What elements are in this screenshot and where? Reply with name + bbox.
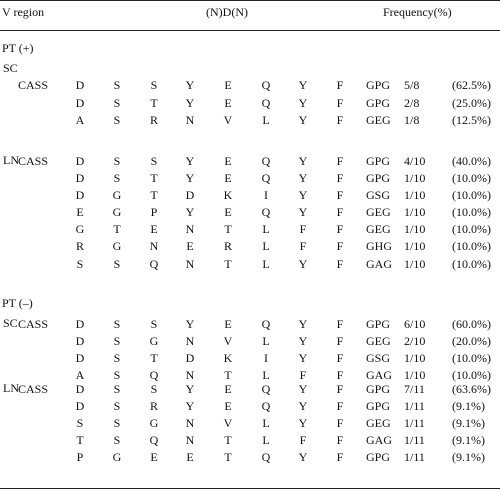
amino-acid-cell: G bbox=[149, 334, 159, 348]
amino-acid-cell: G bbox=[112, 188, 122, 202]
header-rule bbox=[0, 30, 500, 31]
percent-cell: (10.0%) bbox=[452, 188, 491, 202]
percent-cell: (9.1%) bbox=[452, 450, 485, 464]
amino-acid-cell: N bbox=[185, 257, 195, 271]
region-label-text: LN bbox=[3, 153, 19, 167]
amino-acid-cell: F bbox=[336, 113, 344, 127]
amino-acid-cell: L bbox=[262, 222, 270, 236]
percent-cell: (60.0%) bbox=[452, 317, 491, 331]
percent-cell: (10.0%) bbox=[452, 351, 491, 365]
amino-acid-cell: N bbox=[185, 368, 195, 382]
count-cell: 2/10 bbox=[404, 334, 426, 348]
amino-acid-cell: R bbox=[223, 239, 232, 253]
table-row bbox=[0, 221, 500, 238]
j-motif-cell: GPG bbox=[366, 171, 391, 185]
amino-acid-cell: F bbox=[336, 188, 344, 202]
v-gene-cell: CASS bbox=[18, 382, 49, 396]
percent-cell: (63.6%) bbox=[452, 382, 491, 396]
amino-acid-cell: F bbox=[299, 239, 307, 253]
count-cell: 1/10 bbox=[404, 188, 426, 202]
amino-acid-cell: D bbox=[75, 154, 85, 168]
table-row bbox=[0, 95, 500, 112]
amino-acid-cell: F bbox=[336, 239, 344, 253]
amino-acid-cell: Y bbox=[298, 351, 308, 365]
percent-cell: (9.1%) bbox=[452, 433, 485, 447]
table-row bbox=[0, 153, 500, 170]
j-motif-cell: GPG bbox=[366, 78, 391, 92]
v-gene-cell: CASS bbox=[18, 317, 49, 331]
v-gene-cell: CASS bbox=[18, 154, 49, 168]
percent-cell: (40.0%) bbox=[452, 154, 491, 168]
amino-acid-cell: Y bbox=[298, 113, 308, 127]
amino-acid-cell: G bbox=[112, 239, 122, 253]
amino-acid-cell: Q bbox=[261, 171, 271, 185]
amino-acid-cell: V bbox=[223, 113, 233, 127]
count-cell: 1/11 bbox=[404, 433, 425, 447]
amino-acid-cell: D bbox=[75, 96, 85, 110]
amino-acid-cell: L bbox=[262, 334, 270, 348]
amino-acid-cell: T bbox=[224, 368, 232, 382]
table-row bbox=[0, 77, 500, 94]
amino-acid-cell: S bbox=[113, 416, 121, 430]
amino-acid-cell: R bbox=[75, 239, 84, 253]
amino-acid-cell: L bbox=[262, 416, 270, 430]
percent-cell: (9.1%) bbox=[452, 399, 485, 413]
amino-acid-cell: F bbox=[336, 222, 344, 236]
amino-acid-cell: S bbox=[113, 154, 121, 168]
count-cell: 1/8 bbox=[404, 113, 420, 127]
amino-acid-cell: Y bbox=[185, 96, 195, 110]
j-motif-cell: GPG bbox=[366, 382, 391, 396]
amino-acid-cell: N bbox=[185, 334, 195, 348]
amino-acid-cell: N bbox=[149, 239, 159, 253]
table-row bbox=[0, 112, 500, 129]
amino-acid-cell: R bbox=[149, 113, 158, 127]
percent-cell: (10.0%) bbox=[452, 368, 491, 382]
percent-cell: (20.0%) bbox=[452, 334, 491, 348]
table-row bbox=[0, 238, 500, 255]
amino-acid-cell: S bbox=[113, 257, 121, 271]
amino-acid-cell: T bbox=[150, 188, 158, 202]
amino-acid-cell: Y bbox=[298, 78, 308, 92]
table-row bbox=[0, 316, 500, 333]
amino-acid-cell: K bbox=[223, 351, 233, 365]
percent-cell: (25.0%) bbox=[452, 96, 491, 110]
amino-acid-cell: S bbox=[113, 113, 121, 127]
amino-acid-cell: Q bbox=[261, 399, 271, 413]
amino-acid-cell: L bbox=[262, 239, 270, 253]
j-motif-cell: GPG bbox=[366, 317, 391, 331]
amino-acid-cell: A bbox=[75, 368, 85, 382]
count-cell: 1/10 bbox=[404, 239, 426, 253]
count-cell: 6/10 bbox=[404, 317, 426, 331]
count-cell: 4/10 bbox=[404, 154, 426, 168]
amino-acid-cell: S bbox=[150, 78, 158, 92]
amino-acid-cell: P bbox=[150, 205, 158, 219]
j-motif-cell: GEG bbox=[366, 222, 391, 236]
j-motif-cell: GAG bbox=[366, 368, 392, 382]
amino-acid-cell: N bbox=[185, 433, 195, 447]
amino-acid-cell: L bbox=[262, 433, 270, 447]
amino-acid-cell: Y bbox=[298, 96, 308, 110]
count-cell: 1/11 bbox=[404, 416, 425, 430]
amino-acid-cell: Y bbox=[298, 154, 308, 168]
amino-acid-cell: T bbox=[224, 257, 232, 271]
amino-acid-cell: F bbox=[336, 334, 344, 348]
group-label bbox=[0, 40, 500, 57]
group-label-text: PT (–) bbox=[2, 296, 33, 310]
count-cell: 1/10 bbox=[404, 171, 426, 185]
j-motif-cell: GPG bbox=[366, 399, 391, 413]
amino-acid-cell: Y bbox=[185, 154, 195, 168]
amino-acid-cell: S bbox=[150, 317, 158, 331]
amino-acid-cell: T bbox=[113, 222, 121, 236]
amino-acid-cell: T bbox=[224, 222, 232, 236]
amino-acid-cell: E bbox=[224, 399, 232, 413]
amino-acid-cell: F bbox=[336, 96, 344, 110]
count-cell: 2/8 bbox=[404, 96, 420, 110]
amino-acid-cell: S bbox=[76, 416, 84, 430]
amino-acid-cell: E bbox=[224, 96, 232, 110]
j-motif-cell: GEG bbox=[366, 416, 391, 430]
amino-acid-cell: Y bbox=[185, 205, 195, 219]
amino-acid-cell: D bbox=[75, 78, 85, 92]
count-cell: 7/11 bbox=[404, 382, 425, 396]
percent-cell: (9.1%) bbox=[452, 416, 485, 430]
amino-acid-cell: Y bbox=[298, 171, 308, 185]
amino-acid-cell: F bbox=[336, 416, 344, 430]
amino-acid-cell: Y bbox=[298, 399, 308, 413]
amino-acid-cell: D bbox=[185, 188, 195, 202]
amino-acid-cell: D bbox=[75, 188, 85, 202]
amino-acid-cell: S bbox=[113, 399, 121, 413]
j-motif-cell: GEG bbox=[366, 334, 391, 348]
j-motif-cell: GSG bbox=[366, 351, 391, 365]
table-row bbox=[0, 170, 500, 187]
amino-acid-cell: L bbox=[262, 113, 270, 127]
amino-acid-cell: Y bbox=[298, 450, 308, 464]
j-motif-cell: GAG bbox=[366, 257, 392, 271]
count-cell: 1/10 bbox=[404, 257, 426, 271]
j-motif-cell: GPG bbox=[366, 154, 391, 168]
amino-acid-cell: E bbox=[150, 450, 158, 464]
j-motif-cell: GPG bbox=[366, 96, 391, 110]
amino-acid-cell: N bbox=[185, 222, 195, 236]
amino-acid-cell: K bbox=[223, 188, 233, 202]
amino-acid-cell: F bbox=[336, 154, 344, 168]
amino-acid-cell: Q bbox=[261, 450, 271, 464]
amino-acid-cell: A bbox=[75, 113, 85, 127]
amino-acid-cell: L bbox=[262, 257, 270, 271]
amino-acid-cell: Q bbox=[261, 154, 271, 168]
amino-acid-cell: Y bbox=[298, 205, 308, 219]
amino-acid-cell: F bbox=[336, 368, 344, 382]
group-label bbox=[0, 295, 500, 312]
percent-cell: (10.0%) bbox=[452, 171, 491, 185]
amino-acid-cell: T bbox=[150, 96, 158, 110]
amino-acid-cell: G bbox=[149, 416, 159, 430]
amino-acid-cell: S bbox=[113, 382, 121, 396]
amino-acid-cell: Y bbox=[185, 78, 195, 92]
amino-acid-cell: L bbox=[262, 368, 270, 382]
amino-acid-cell: D bbox=[185, 351, 195, 365]
amino-acid-cell: T bbox=[224, 433, 232, 447]
amino-acid-cell: Y bbox=[298, 382, 308, 396]
amino-acid-cell: S bbox=[113, 96, 121, 110]
amino-acid-cell: Q bbox=[149, 433, 159, 447]
amino-acid-cell: I bbox=[264, 188, 268, 202]
table-row bbox=[0, 415, 500, 432]
amino-acid-cell: D bbox=[75, 382, 85, 396]
amino-acid-cell: S bbox=[150, 382, 158, 396]
amino-acid-cell: S bbox=[113, 317, 121, 331]
j-motif-cell: GAG bbox=[366, 433, 392, 447]
amino-acid-cell: F bbox=[336, 78, 344, 92]
amino-acid-cell: E bbox=[224, 317, 232, 331]
amino-acid-cell: F bbox=[336, 257, 344, 271]
amino-acid-cell: G bbox=[112, 450, 122, 464]
region-label-text: LN bbox=[3, 381, 19, 395]
amino-acid-cell: Y bbox=[185, 171, 195, 185]
amino-acid-cell: Y bbox=[185, 399, 195, 413]
amino-acid-cell: D bbox=[75, 171, 85, 185]
region-label-text: SC bbox=[3, 316, 18, 330]
amino-acid-cell: E bbox=[150, 222, 158, 236]
percent-cell: (10.0%) bbox=[452, 257, 491, 271]
amino-acid-cell: F bbox=[336, 450, 344, 464]
amino-acid-cell: V bbox=[223, 416, 233, 430]
amino-acid-cell: F bbox=[336, 433, 344, 447]
j-motif-cell: GEG bbox=[366, 113, 391, 127]
table-row bbox=[0, 350, 500, 367]
table-row bbox=[0, 333, 500, 350]
percent-cell: (10.0%) bbox=[452, 222, 491, 236]
amino-acid-cell: S bbox=[113, 171, 121, 185]
count-cell: 1/11 bbox=[404, 399, 425, 413]
amino-acid-cell: S bbox=[113, 78, 121, 92]
amino-acid-cell: P bbox=[76, 450, 84, 464]
count-cell: 1/10 bbox=[404, 222, 426, 236]
amino-acid-cell: E bbox=[76, 205, 84, 219]
amino-acid-cell: S bbox=[113, 351, 121, 365]
j-motif-cell: GPG bbox=[366, 450, 391, 464]
amino-acid-cell: D bbox=[75, 317, 85, 331]
amino-acid-cell: T bbox=[76, 433, 84, 447]
amino-acid-cell: S bbox=[113, 368, 121, 382]
amino-acid-cell: E bbox=[224, 205, 232, 219]
amino-acid-cell: V bbox=[223, 334, 233, 348]
amino-acid-cell: Q bbox=[261, 317, 271, 331]
table-row bbox=[0, 187, 500, 204]
amino-acid-cell: F bbox=[336, 399, 344, 413]
count-cell: 1/10 bbox=[404, 205, 426, 219]
amino-acid-cell: N bbox=[185, 416, 195, 430]
amino-acid-cell: I bbox=[264, 351, 268, 365]
amino-acid-cell: E bbox=[224, 382, 232, 396]
table-row bbox=[0, 204, 500, 221]
amino-acid-cell: Y bbox=[298, 334, 308, 348]
amino-acid-cell: Q bbox=[149, 368, 159, 382]
amino-acid-cell: E bbox=[224, 171, 232, 185]
amino-acid-cell: Y bbox=[298, 317, 308, 331]
amino-acid-cell: E bbox=[224, 78, 232, 92]
amino-acid-cell: E bbox=[186, 450, 194, 464]
amino-acid-cell: F bbox=[299, 433, 307, 447]
amino-acid-cell: E bbox=[224, 154, 232, 168]
amino-acid-cell: F bbox=[299, 222, 307, 236]
amino-acid-cell: F bbox=[336, 382, 344, 396]
percent-cell: (10.0%) bbox=[452, 205, 491, 219]
amino-acid-cell: S bbox=[76, 257, 84, 271]
count-cell: 1/10 bbox=[404, 351, 426, 365]
table-row bbox=[0, 449, 500, 466]
amino-acid-cell: F bbox=[336, 351, 344, 365]
top-rule bbox=[0, 0, 500, 1]
table-row bbox=[0, 398, 500, 415]
percent-cell: (10.0%) bbox=[452, 239, 491, 253]
amino-acid-cell: F bbox=[336, 317, 344, 331]
amino-acid-cell: S bbox=[150, 154, 158, 168]
amino-acid-cell: Q bbox=[261, 96, 271, 110]
amino-acid-cell: F bbox=[299, 368, 307, 382]
amino-acid-cell: Y bbox=[298, 257, 308, 271]
j-motif-cell: GHG bbox=[366, 239, 392, 253]
amino-acid-cell: D bbox=[75, 351, 85, 365]
amino-acid-cell: N bbox=[185, 113, 195, 127]
amino-acid-cell: S bbox=[113, 334, 121, 348]
amino-acid-cell: F bbox=[336, 171, 344, 185]
table-row bbox=[0, 256, 500, 273]
amino-acid-cell: T bbox=[150, 171, 158, 185]
bottom-rule bbox=[0, 488, 500, 489]
amino-acid-cell: T bbox=[150, 351, 158, 365]
amino-acid-cell: Y bbox=[298, 188, 308, 202]
percent-cell: (62.5%) bbox=[452, 78, 491, 92]
region-label-text: SC bbox=[3, 61, 18, 75]
amino-acid-cell: Y bbox=[298, 416, 308, 430]
amino-acid-cell: G bbox=[75, 222, 85, 236]
amino-acid-cell: Q bbox=[261, 382, 271, 396]
amino-acid-cell: G bbox=[112, 205, 122, 219]
j-motif-cell: GSG bbox=[366, 188, 391, 202]
amino-acid-cell: R bbox=[149, 399, 158, 413]
amino-acid-cell: E bbox=[186, 239, 194, 253]
amino-acid-cell: Q bbox=[149, 257, 159, 271]
amino-acid-cell: T bbox=[224, 450, 232, 464]
amino-acid-cell: Q bbox=[261, 78, 271, 92]
amino-acid-cell: F bbox=[336, 205, 344, 219]
group-label-text: PT (+) bbox=[2, 41, 34, 55]
percent-cell: (12.5%) bbox=[452, 113, 491, 127]
count-cell: 1/11 bbox=[404, 450, 425, 464]
header-v-region: V region bbox=[2, 5, 45, 19]
amino-acid-cell: Q bbox=[261, 205, 271, 219]
table-row bbox=[0, 381, 500, 398]
count-cell: 5/8 bbox=[404, 78, 420, 92]
amino-acid-cell: D bbox=[75, 334, 85, 348]
region-label bbox=[0, 60, 500, 77]
header-frequency: Frequency(%) bbox=[383, 5, 452, 19]
amino-acid-cell: D bbox=[75, 399, 85, 413]
header-ndn: (N)D(N) bbox=[206, 5, 248, 19]
j-motif-cell: GEG bbox=[366, 205, 391, 219]
amino-acid-cell: Y bbox=[185, 382, 195, 396]
amino-acid-cell: S bbox=[113, 433, 121, 447]
count-cell: 1/10 bbox=[404, 368, 426, 382]
amino-acid-cell: Y bbox=[185, 317, 195, 331]
v-gene-cell: CASS bbox=[18, 78, 49, 92]
table-row bbox=[0, 432, 500, 449]
